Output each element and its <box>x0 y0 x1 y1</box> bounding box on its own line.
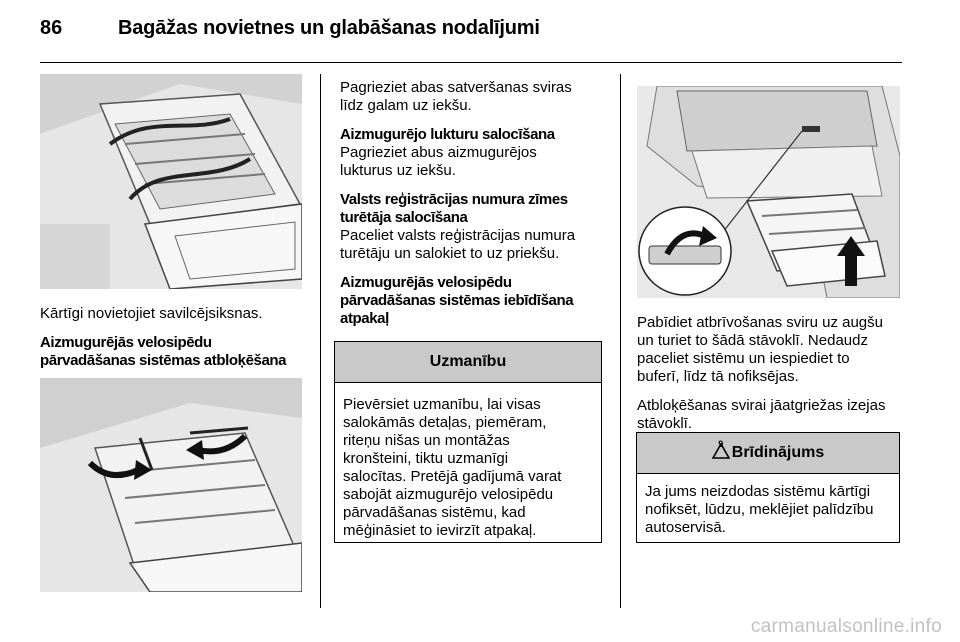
instruction-push-lever: Pabīdiet atbrīvošanas sviru uz augšu un turiet to šādā stāvoklī. Nedaudz paceliet sistēmu un iespiediet to buferī, līdz tā nofiksējas. <box>637 314 883 385</box>
illustration-unlock-levers <box>40 378 302 592</box>
section-heading-fold-plate-holder: Valsts reģistrācijas numura zīmes turētāja salocīšana <box>340 191 568 226</box>
warning-triangle-icon: 9 <box>712 435 730 451</box>
page-number: 86 <box>40 17 63 39</box>
caution-title: Uzmanību <box>335 342 601 383</box>
section-heading-unlock: Aizmugurējās velosipēdu pārvadāšanas sistēmas atbloķēšana <box>40 334 287 369</box>
instruction-rotate-levers: Pagrieziet abas satveršanas sviras līdz galam uz iekšu. <box>340 79 572 114</box>
warning-box <box>636 432 900 543</box>
warning-header <box>637 433 899 474</box>
page-title: Bagāžas novietnes un glabāšanas nodalījumi <box>118 17 540 39</box>
section-heading-fold-lamps: Aizmugurējo lukturu salocīšana <box>340 126 555 143</box>
header-rule <box>40 62 902 63</box>
warning-title: Brīdinājums <box>731 444 825 461</box>
instruction-fold-plate-holder: Paceliet valsts reģistrācijas numura turētāju un salokiet to uz priekšu. <box>340 227 576 262</box>
instruction-fold-lamps: Pagrieziet abus aizmugurējos lukturus uz iekšu. <box>340 144 537 179</box>
illustration-strap-placement <box>40 74 302 289</box>
caution-box <box>334 341 602 543</box>
instruction-lever-return: Atbloķēšanas svirai jāatgriežas izejas stāvoklī. <box>637 397 886 432</box>
warning-text: Ja jums neizdodas sistēmu kārtīgi nofiksēt, lūdzu, meklējiet palīdzību autoservisā. <box>645 483 874 536</box>
illustration-release-lever <box>637 86 900 298</box>
column-divider <box>620 74 621 608</box>
section-heading-retract-system: Aizmugurējās velosipēdu pārvadāšanas sistēmas iebīdīšana atpakaļ <box>340 274 574 327</box>
watermark: carmanualsonline.info <box>750 616 942 637</box>
caption-strap: Kārtīgi novietojiet savilcējsiksnas. <box>40 305 263 322</box>
column-divider <box>320 74 321 608</box>
caution-text: Pievērsiet uzmanību, lai visas salokāmās detaļas, piemēram, riteņu nišas un montāžas kronšteini, tiktu uzmanīgi salocītas. Pretējā gadījumā varat sabojāt aizmugurējo velosipēdu pārvadāšanas sistēmu, kad mēģināsiet to ievirzīt atpakaļ. <box>343 396 562 539</box>
